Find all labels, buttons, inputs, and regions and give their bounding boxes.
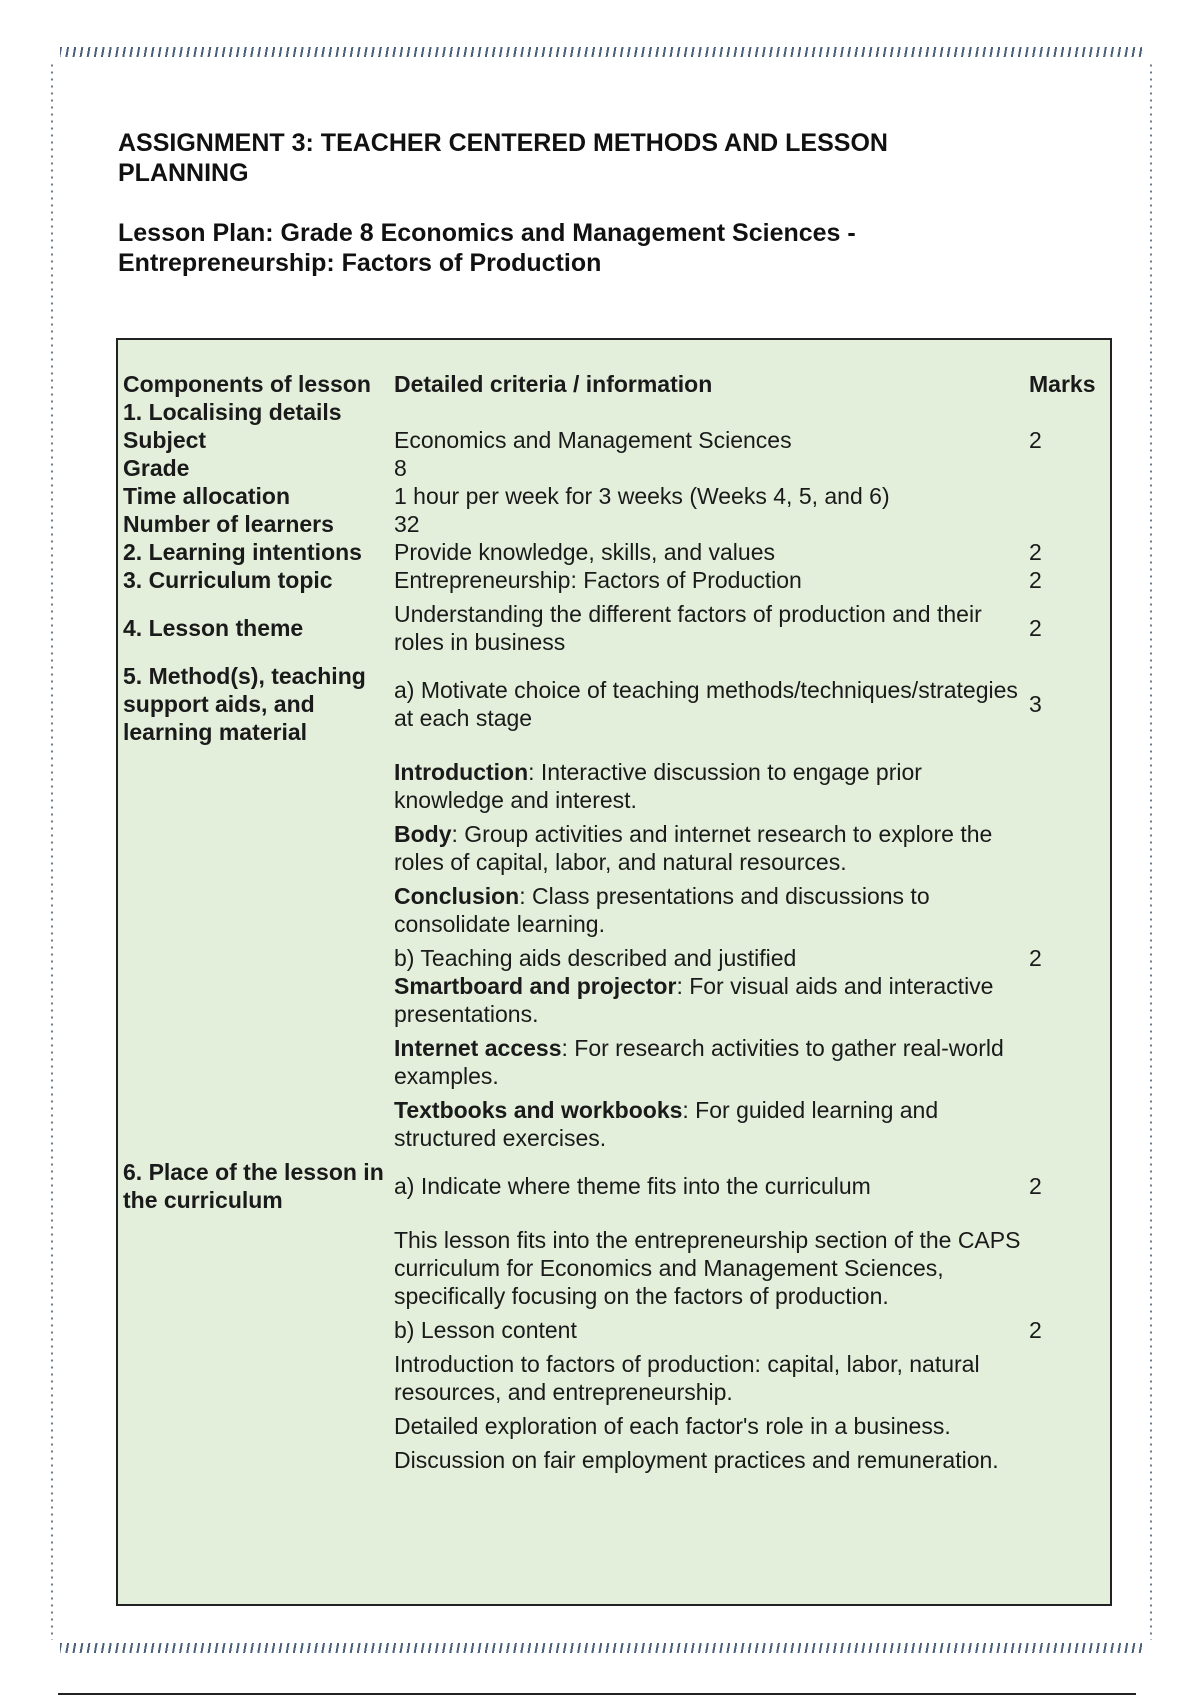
- aid-label: Smartboard and projector: [394, 973, 677, 999]
- page-border-bottom: [60, 1643, 1142, 1653]
- curriculum-marks: 2: [1029, 1173, 1042, 1199]
- row-criteria: Understanding the different factors of production and their roles in business: [394, 601, 982, 655]
- lesson-content-criteria: b) Lesson content: [394, 1317, 577, 1343]
- method-label: Body: [394, 821, 452, 847]
- lesson-content-item: [123, 1446, 1103, 1474]
- row-component: Grade: [123, 455, 190, 481]
- table-row: [123, 510, 1103, 538]
- aid-text: : For guided learning and structured exercises.: [394, 1097, 939, 1151]
- row-component: 5. Method(s), teaching support aids, and learning material: [123, 663, 366, 745]
- teaching-aids-row: [123, 944, 1103, 972]
- row-component: Subject: [123, 427, 207, 453]
- table-row: [123, 662, 1103, 746]
- row-criteria: Economics and Management Sciences: [394, 427, 792, 453]
- footer-rule: [58, 1693, 1136, 1695]
- method-item: [123, 758, 1103, 814]
- row-component: 2. Learning intentions: [123, 539, 362, 565]
- row-criteria: 1 hour per week for 3 weeks (Weeks 4, 5, and 6): [394, 483, 890, 509]
- method-item: [123, 882, 1103, 938]
- aid-label: Internet access: [394, 1035, 562, 1061]
- row-component: Time allocation: [123, 483, 291, 509]
- row-criteria: a) Motivate choice of teaching methods/techniques/strategies at each stage: [394, 677, 1018, 731]
- row-marks: 2: [1029, 539, 1042, 565]
- lesson-content-text: Introduction to factors of production: capital, labor, natural resources, and entrepreneurship.: [394, 1351, 980, 1405]
- lesson-content-marks: 2: [1029, 1317, 1042, 1343]
- lesson-content-item: [123, 1412, 1103, 1440]
- curriculum-description: This lesson fits into the entrepreneurship section of the CAPS curriculum for Economics and Management Sciences, specifically focusing on the factors of production.: [394, 1227, 1021, 1309]
- table-row: [123, 566, 1103, 594]
- curriculum-criteria: a) Indicate where theme fits into the curriculum: [394, 1173, 871, 1199]
- teaching-aids-marks: 2: [1029, 945, 1042, 971]
- aid-text: : For visual aids and interactive presentations.: [394, 973, 994, 1027]
- row-criteria: Entrepreneurship: Factors of Production: [394, 567, 802, 593]
- teaching-aids-criteria: b) Teaching aids described and justified: [394, 945, 797, 971]
- aid-text: : For research activities to gather real-world examples.: [394, 1035, 1004, 1089]
- row-marks: 2: [1029, 615, 1042, 641]
- table-row: [123, 454, 1103, 482]
- header-components: Components of lesson: [123, 371, 371, 397]
- method-text: : Interactive discussion to engage prior knowledge and interest.: [394, 759, 922, 813]
- row-marks: 3: [1029, 691, 1042, 717]
- method-text: : Class presentations and discussions to consolidate learning.: [394, 883, 930, 937]
- row-component: 3. Curriculum topic: [123, 567, 333, 593]
- row-criteria: 32: [394, 511, 420, 537]
- method-label: Conclusion: [394, 883, 520, 909]
- table-row: [123, 600, 1103, 656]
- row-component: 1. Localising details: [123, 399, 342, 425]
- lesson-content-text: Detailed exploration of each factor's role in a business.: [394, 1413, 951, 1439]
- lesson-content-text: Discussion on fair employment practices and remuneration.: [394, 1447, 999, 1473]
- method-text: : Group activities and internet research to explore the roles of capital, labor, and natural resources.: [394, 821, 993, 875]
- aid-label: Textbooks and workbooks: [394, 1097, 683, 1123]
- assignment-title: ASSIGNMENT 3: TEACHER CENTERED METHODS AND LESSON PLANNING: [118, 129, 888, 187]
- table-row: [123, 482, 1103, 510]
- curriculum-row: [123, 1158, 1103, 1214]
- page-border-left: [50, 62, 54, 1640]
- table-header-row: [123, 370, 1103, 398]
- aid-item: [123, 1034, 1103, 1090]
- page-border-top: [60, 47, 1142, 57]
- aid-item: [123, 972, 1103, 1028]
- row-marks: 2: [1029, 427, 1042, 453]
- header-criteria: Detailed criteria / information: [394, 371, 713, 397]
- lesson-plan-table: [116, 338, 1112, 1606]
- row-marks: 2: [1029, 567, 1042, 593]
- page-border-right: [1149, 62, 1153, 1640]
- curriculum-description-row: [123, 1226, 1103, 1310]
- table-row: [123, 426, 1103, 454]
- method-label: Introduction: [394, 759, 529, 785]
- lesson-content-item: [123, 1350, 1103, 1406]
- method-item: [123, 820, 1103, 876]
- lesson-content-row: [123, 1316, 1103, 1344]
- row-criteria: 8: [394, 455, 407, 481]
- table-row: [123, 398, 1103, 426]
- lesson-plan-title: Lesson Plan: Grade 8 Economics and Management Sciences - Entrepreneurship: Factors of Production: [118, 219, 856, 277]
- curriculum-component: 6. Place of the lesson in the curriculum: [123, 1159, 384, 1213]
- row-criteria: Provide knowledge, skills, and values: [394, 539, 775, 565]
- table-row: [123, 538, 1103, 566]
- row-component: Number of learners: [123, 511, 334, 537]
- header-marks: Marks: [1029, 371, 1096, 397]
- row-component: 4. Lesson theme: [123, 615, 304, 641]
- aid-item: [123, 1096, 1103, 1152]
